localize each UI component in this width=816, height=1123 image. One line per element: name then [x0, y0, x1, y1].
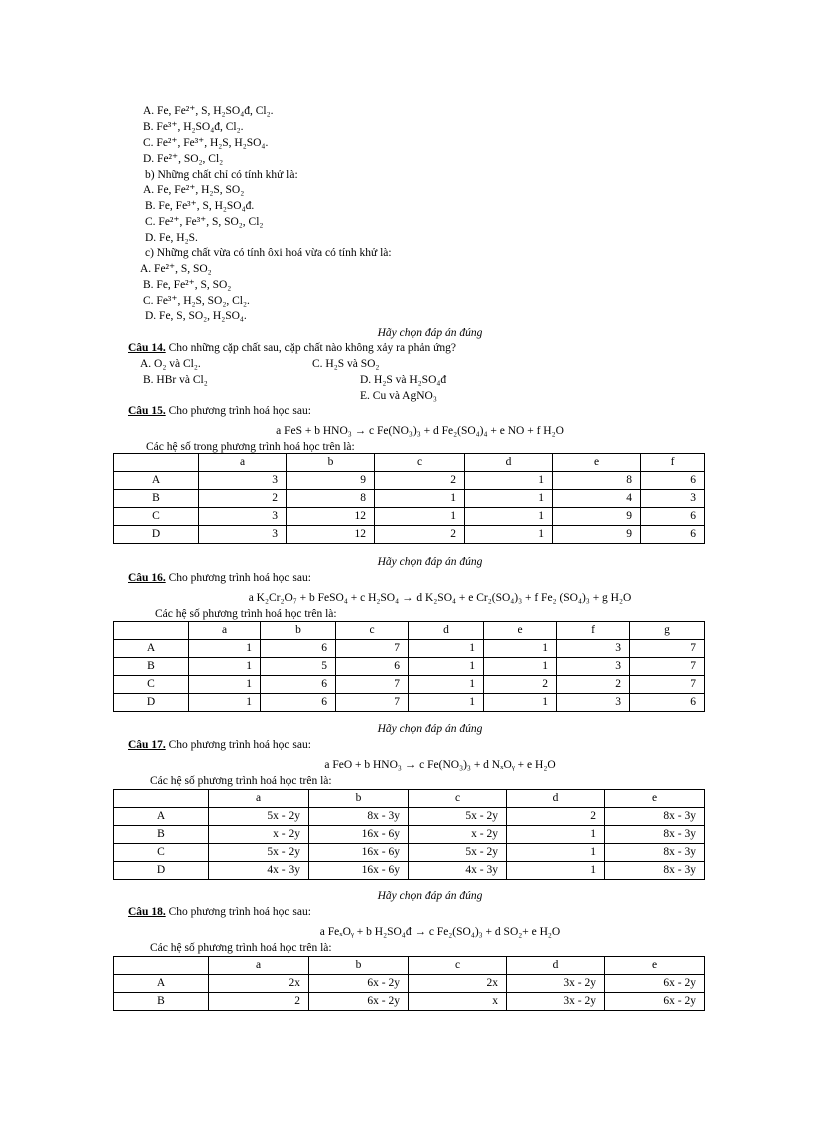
table-cell: 3: [199, 526, 287, 544]
table-cell: 4: [553, 490, 641, 508]
answer-option: E. Cu và AgNO₃: [360, 390, 437, 402]
table-cell: 2x: [409, 975, 507, 993]
table-cell: 9: [553, 526, 641, 544]
table-header-cell: e: [553, 454, 641, 472]
table-cell: D: [114, 526, 199, 544]
answer-option: D. Fe²⁺, SO₂, Cl₂: [143, 153, 224, 165]
table-header-cell: d: [507, 957, 605, 975]
coefficient-table-16: [113, 621, 705, 712]
table-header-cell: [114, 790, 209, 808]
table-cell: 6: [641, 526, 705, 544]
table-cell: 1: [484, 658, 557, 676]
equation-18: a FeₓOᵧ + b H₂SO₄đ → c Fe₂(SO₄)₃ + d SO₂+ e H₂O: [319, 926, 561, 938]
table-cell: 3: [199, 508, 287, 526]
table-cell: 8x - 3y: [309, 808, 409, 826]
answer-option: B. HBr và Cl₂: [143, 374, 208, 386]
table-header-cell: d: [507, 790, 605, 808]
question-text: Cho phương trình hoá học sau:: [165, 906, 311, 918]
answer-option: B. Fe, Fe³⁺, S, H₂SO₄đ.: [145, 200, 255, 212]
table-header-row: [114, 790, 705, 808]
table-cell: 1: [507, 844, 605, 862]
table-cell: 1: [189, 676, 261, 694]
table-row: [114, 826, 705, 844]
table-cell: 6: [261, 694, 336, 712]
question-text: Cho những cặp chất sau, cặp chất nào không xảy ra phản ứng?: [165, 342, 456, 354]
table-cell: 7: [336, 694, 409, 712]
table-cell: 5: [261, 658, 336, 676]
answer-option: C. Fe²⁺, Fe³⁺, S, SO₂, Cl₂: [145, 216, 264, 228]
table-cell: 8: [553, 472, 641, 490]
table-header-cell: e: [484, 622, 557, 640]
table-cell: 2: [507, 808, 605, 826]
table-row: [114, 694, 705, 712]
table-cell: 6: [630, 694, 705, 712]
caption-16: Các hệ số phương trình hoá học trên là:: [155, 608, 337, 620]
table-row: [114, 526, 705, 544]
table-header-cell: d: [409, 622, 484, 640]
caption-17: Các hệ số phương trình hoá học trên là:: [150, 775, 332, 787]
table-cell: 12: [287, 508, 375, 526]
table-row: [114, 862, 705, 880]
table-cell: 8: [287, 490, 375, 508]
question-17: [128, 738, 311, 752]
answer-option: D. Fe, S, SO₂, H₂SO₄.: [145, 310, 247, 322]
table-row: [114, 844, 705, 862]
table-cell: 2: [557, 676, 630, 694]
answer-option: A. Fe, Fe²⁺, H₂S, SO₂: [143, 184, 245, 196]
table-cell: 7: [630, 640, 705, 658]
question-label: Câu 15.: [128, 405, 166, 417]
table-row: [114, 508, 705, 526]
table-header-row: [114, 454, 705, 472]
table-cell: 1: [409, 694, 484, 712]
answer-option: c) Những chất vừa có tính ôxi hoá vừa có tính khử là:: [145, 247, 392, 259]
question-label: Câu 16.: [128, 572, 166, 584]
table-cell: 6x - 2y: [309, 993, 409, 1011]
question-text: Cho phương trình hoá học sau:: [165, 572, 311, 584]
table-cell: 5x - 2y: [209, 844, 309, 862]
hint-line: Hãy chọn đáp án đúng: [377, 327, 483, 339]
table-header-cell: [114, 957, 209, 975]
table-cell: B: [114, 658, 189, 676]
answer-option: A. Fe²⁺, S, SO₂: [140, 263, 212, 275]
table-header-cell: c: [336, 622, 409, 640]
answer-option: A. Fe, Fe²⁺, S, H₂SO₄đ, Cl₂.: [143, 105, 274, 117]
table-cell: 6x - 2y: [605, 993, 705, 1011]
equation-17: a FeO + b HNO₃ → c Fe(NO₃)₃ + d NₓOᵧ + e H₂O: [324, 759, 556, 771]
table-cell: A: [114, 808, 209, 826]
table-cell: 5x - 2y: [209, 808, 309, 826]
table-cell: B: [114, 490, 199, 508]
table-cell: 6: [641, 472, 705, 490]
table-cell: 2: [209, 993, 309, 1011]
table-cell: 1: [507, 862, 605, 880]
answer-option: D. H₂S và H₂SO₄đ: [360, 374, 447, 386]
table-cell: C: [114, 676, 189, 694]
table-cell: 3: [557, 640, 630, 658]
table-header-cell: g: [630, 622, 705, 640]
table-cell: 2: [484, 676, 557, 694]
question-18: [128, 905, 311, 919]
answer-option: b) Những chất chỉ có tính khử là:: [145, 169, 298, 181]
table-header-cell: c: [409, 790, 507, 808]
table-cell: 4x - 3y: [409, 862, 507, 880]
table-header-cell: d: [465, 454, 553, 472]
table-row: [114, 975, 705, 993]
answer-option: B. Fe³⁺, H₂SO₄đ, Cl₂.: [143, 121, 244, 133]
table-header-cell: a: [189, 622, 261, 640]
table-cell: 1: [465, 472, 553, 490]
question-text: Cho phương trình hoá học sau:: [165, 739, 311, 751]
question-16: [128, 571, 311, 585]
table-row: [114, 490, 705, 508]
table-cell: 1: [375, 490, 465, 508]
table-cell: 8x - 3y: [605, 862, 705, 880]
table-cell: 3x - 2y: [507, 993, 605, 1011]
table-cell: 2: [375, 526, 465, 544]
table-cell: 8x - 3y: [605, 826, 705, 844]
table-cell: 1: [484, 694, 557, 712]
table-cell: 1: [465, 490, 553, 508]
answer-option: A. O₂ và Cl₂.: [140, 358, 201, 370]
question-text: Cho phương trình hoá học sau:: [165, 405, 311, 417]
hint-line: Hãy chọn đáp án đúng: [377, 890, 483, 902]
table-cell: 9: [553, 508, 641, 526]
table-row: [114, 640, 705, 658]
equation-15: a FeS + b HNO₃ → c Fe(NO₃)₃ + d Fe₂(SO₄)₄ + e NO + f H₂O: [276, 425, 564, 437]
question-15: [128, 404, 311, 418]
table-cell: 3: [641, 490, 705, 508]
table-cell: 3: [199, 472, 287, 490]
table-row: [114, 472, 705, 490]
table-cell: 7: [336, 676, 409, 694]
table-header-cell: a: [199, 454, 287, 472]
table-cell: A: [114, 640, 189, 658]
table-cell: 7: [630, 676, 705, 694]
table-cell: B: [114, 826, 209, 844]
table-cell: 8x - 3y: [605, 808, 705, 826]
hint-line: Hãy chọn đáp án đúng: [377, 556, 483, 568]
table-cell: 5x - 2y: [409, 808, 507, 826]
table-cell: 4x - 3y: [209, 862, 309, 880]
table-cell: A: [114, 975, 209, 993]
table-cell: 6x - 2y: [605, 975, 705, 993]
table-header-cell: e: [605, 790, 705, 808]
table-cell: x: [409, 993, 507, 1011]
table-header-cell: [114, 454, 199, 472]
table-cell: 7: [336, 640, 409, 658]
table-cell: 5x - 2y: [409, 844, 507, 862]
table-header-cell: a: [209, 790, 309, 808]
table-cell: 6: [336, 658, 409, 676]
table-header-cell: b: [261, 622, 336, 640]
table-cell: C: [114, 844, 209, 862]
table-header-cell: [114, 622, 189, 640]
answer-option: C. Fe³⁺, H₂S, SO₂, Cl₂.: [143, 295, 250, 307]
table-row: [114, 993, 705, 1011]
table-row: [114, 808, 705, 826]
table-cell: 1: [375, 508, 465, 526]
caption-18: Các hệ số phương trình hoá học trên là:: [150, 942, 332, 954]
table-header-cell: c: [375, 454, 465, 472]
table-cell: D: [114, 694, 189, 712]
table-cell: 2: [375, 472, 465, 490]
table-cell: C: [114, 508, 199, 526]
answer-option: C. Fe²⁺, Fe³⁺, H₂S, H₂SO₄.: [143, 137, 269, 149]
table-cell: 16x - 6y: [309, 862, 409, 880]
table-cell: 3x - 2y: [507, 975, 605, 993]
answer-option: C. H₂S và SO₂: [312, 358, 380, 370]
coefficient-table-15: [113, 453, 705, 544]
table-header-cell: c: [409, 957, 507, 975]
table-cell: 9: [287, 472, 375, 490]
table-row: [114, 676, 705, 694]
equation-16: a K₂Cr₂O₇ + b FeSO₄ + c H₂SO₄ → d K₂SO₄ + e Cr₂(SO₄)₃ + f Fe₂ (SO₄)₃ + g H₂O: [248, 592, 632, 604]
table-cell: 1: [409, 640, 484, 658]
table-header-row: [114, 957, 705, 975]
table-cell: 2: [199, 490, 287, 508]
table-cell: 12: [287, 526, 375, 544]
caption-15: Các hệ số trong phương trình hoá học trên là:: [146, 441, 355, 453]
table-cell: A: [114, 472, 199, 490]
table-cell: 6x - 2y: [309, 975, 409, 993]
table-cell: 6: [261, 676, 336, 694]
coefficient-table-17: [113, 789, 705, 880]
table-cell: 1: [484, 640, 557, 658]
table-cell: 1: [465, 508, 553, 526]
table-header-cell: b: [309, 957, 409, 975]
answer-option: B. Fe, Fe²⁺, S, SO₂: [143, 279, 232, 291]
table-header-cell: f: [557, 622, 630, 640]
table-cell: 1: [507, 826, 605, 844]
table-cell: 3: [557, 658, 630, 676]
question-14: [128, 341, 456, 355]
table-header-cell: b: [309, 790, 409, 808]
table-cell: 6: [261, 640, 336, 658]
table-cell: 16x - 6y: [309, 826, 409, 844]
hint-line: Hãy chọn đáp án đúng: [377, 723, 483, 735]
table-cell: x - 2y: [209, 826, 309, 844]
answer-option: D. Fe, H₂S.: [145, 232, 198, 244]
table-cell: D: [114, 862, 209, 880]
question-label: Câu 18.: [128, 906, 166, 918]
table-cell: 6: [641, 508, 705, 526]
table-cell: 16x - 6y: [309, 844, 409, 862]
table-header-cell: e: [605, 957, 705, 975]
table-cell: 7: [630, 658, 705, 676]
table-cell: x - 2y: [409, 826, 507, 844]
table-cell: 8x - 3y: [605, 844, 705, 862]
table-header-cell: a: [209, 957, 309, 975]
table-cell: 1: [465, 526, 553, 544]
table-cell: 2x: [209, 975, 309, 993]
table-cell: B: [114, 993, 209, 1011]
table-cell: 1: [409, 658, 484, 676]
table-header-row: [114, 622, 705, 640]
table-cell: 1: [189, 658, 261, 676]
table-cell: 1: [189, 694, 261, 712]
table-header-cell: f: [641, 454, 705, 472]
table-cell: 1: [409, 676, 484, 694]
table-row: [114, 658, 705, 676]
table-cell: 1: [189, 640, 261, 658]
table-header-cell: b: [287, 454, 375, 472]
question-label: Câu 14.: [128, 342, 166, 354]
table-cell: 3: [557, 694, 630, 712]
question-label: Câu 17.: [128, 739, 166, 751]
coefficient-table-18: [113, 956, 705, 1011]
